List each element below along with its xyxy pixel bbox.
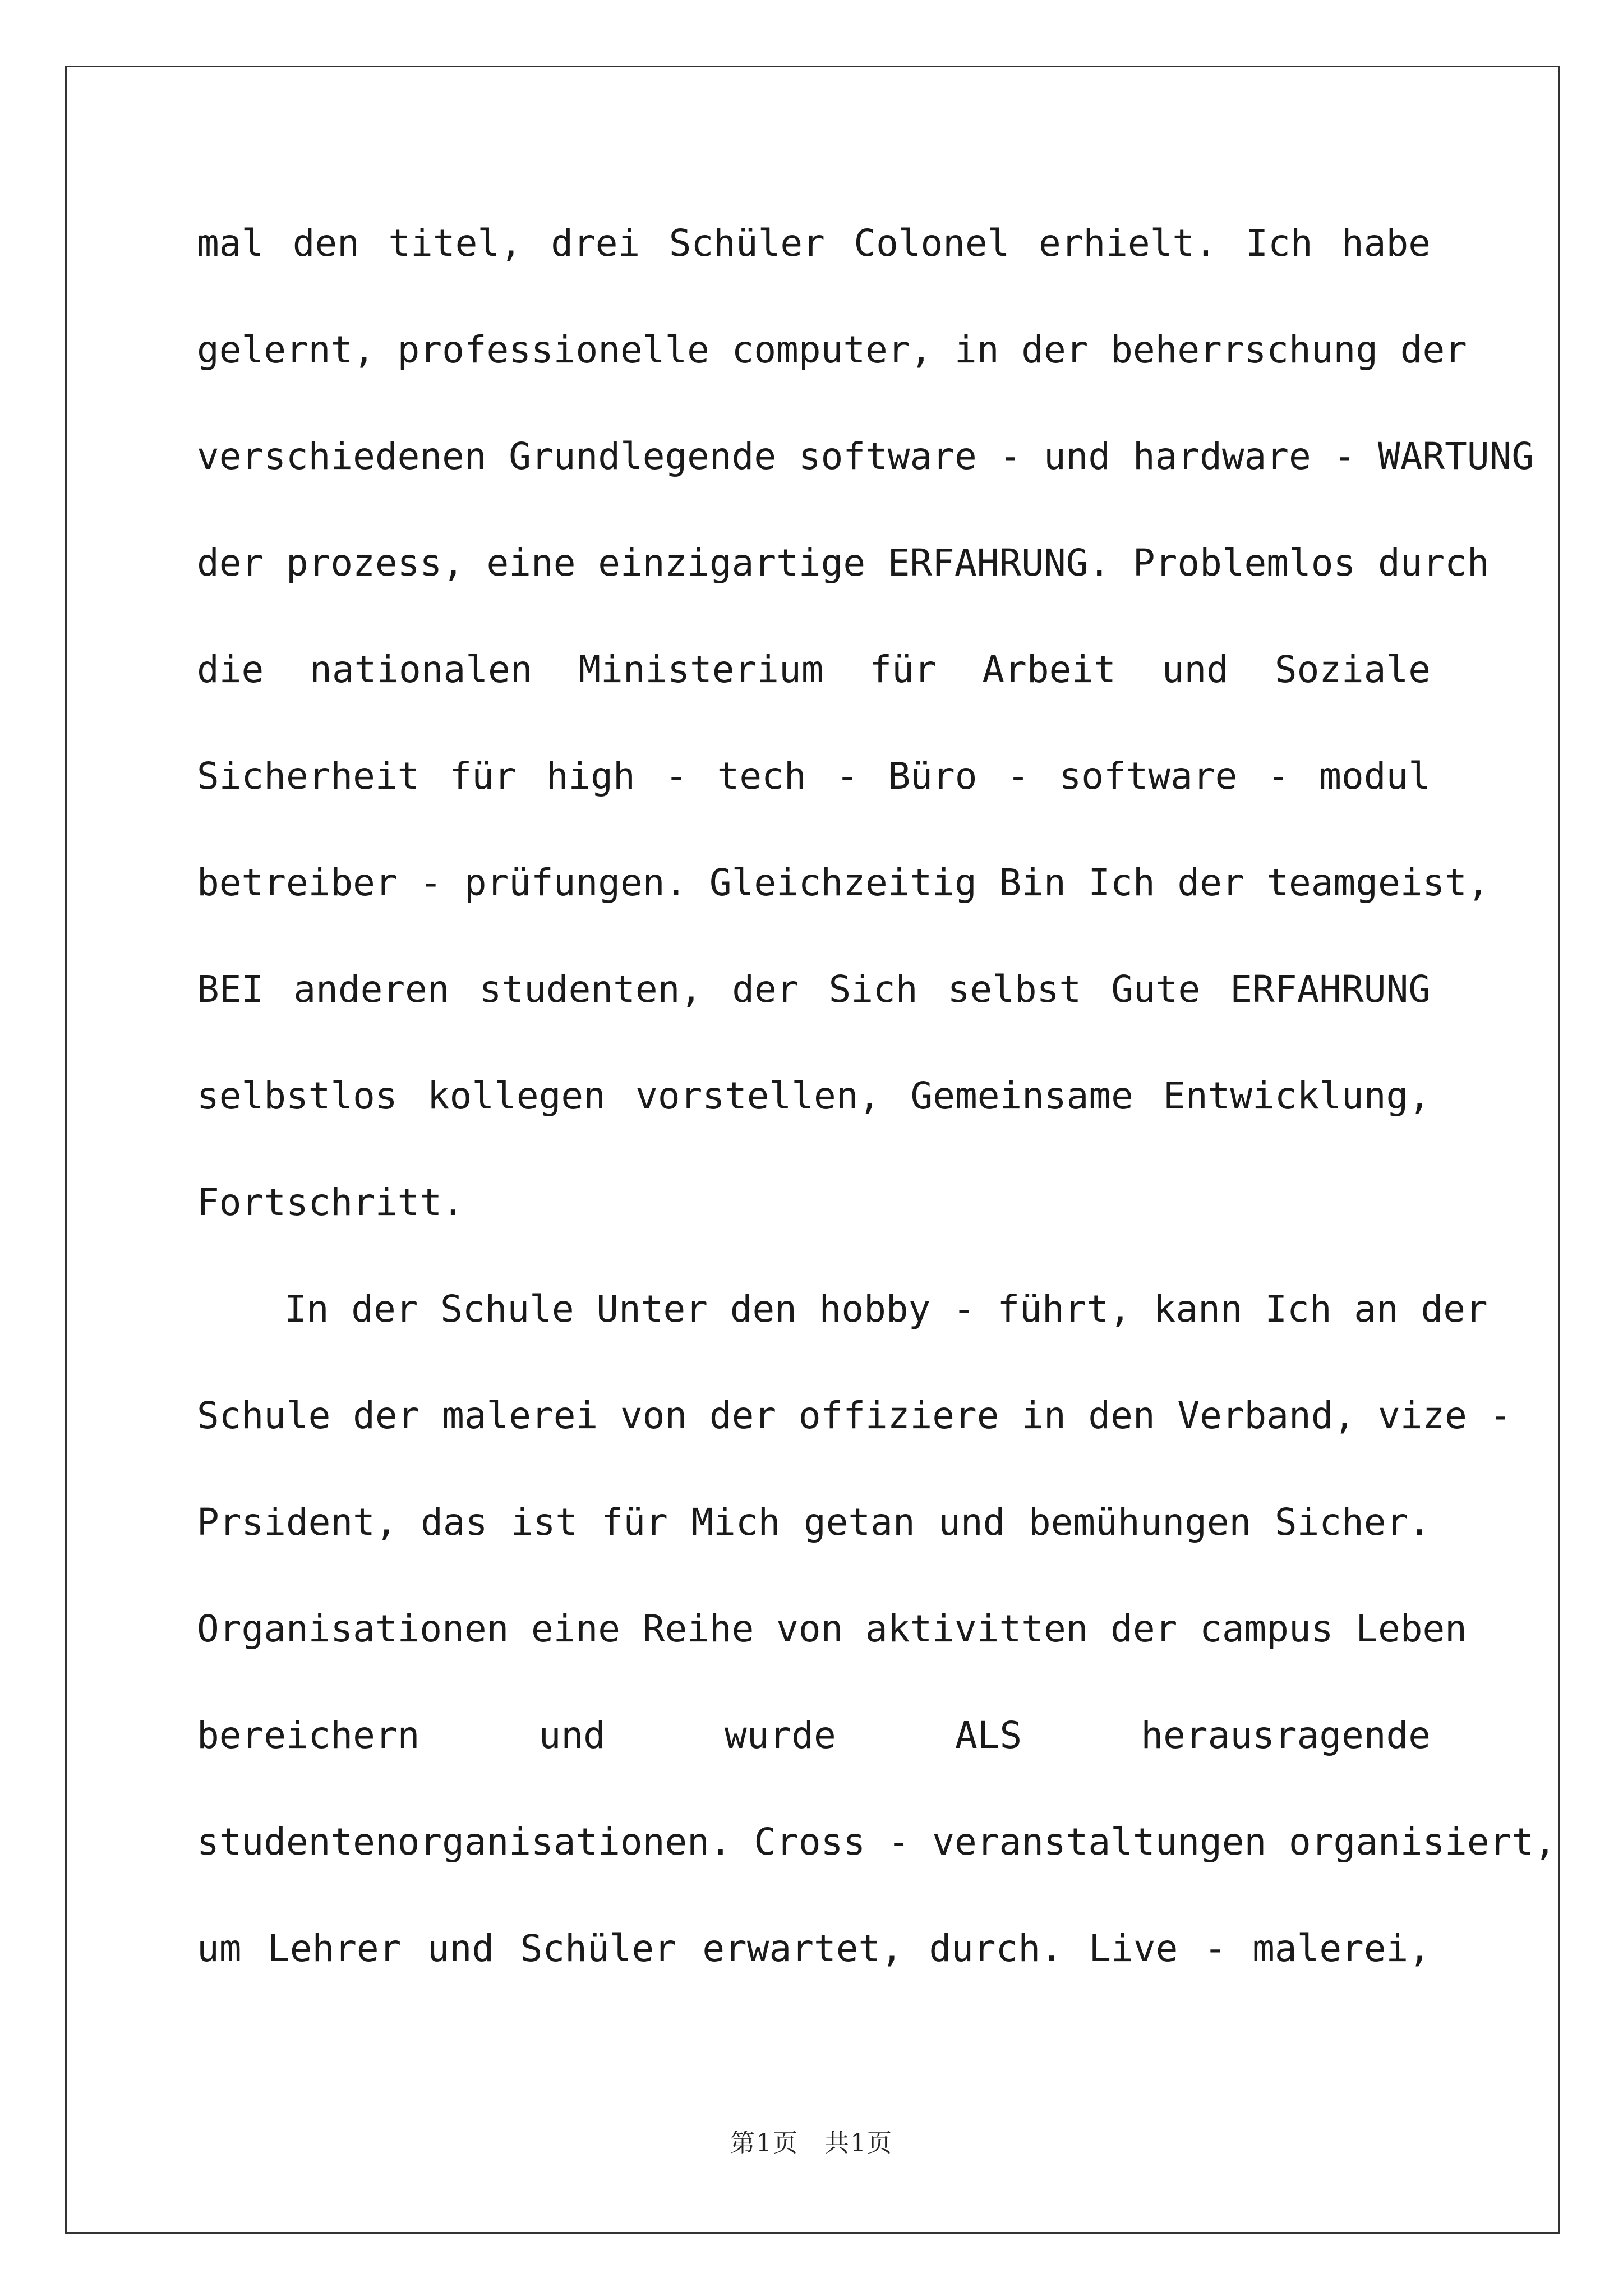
text-line: der prozess, eine einzigartige ERFAHRUNG. Problemlos durch	[197, 541, 1490, 585]
text-line: selbstlos kollegen vorstellen, Gemeinsame Entwicklung,	[197, 1074, 1431, 1117]
text-line: Prsident, das ist für Mich getan und bemühungen Sicher.	[197, 1501, 1431, 1544]
text-line: betreiber - prüfungen. Gleichzeitig Bin Ich der teamgeist,	[197, 861, 1490, 904]
text-line: verschiedenen Grundlegende software - und hardware - WARTUNG	[197, 435, 1534, 478]
text-line: studentenorganisationen. Cross - veranstaltungen organisiert,	[197, 1820, 1556, 1864]
text-line: die nationalen Ministerium für Arbeit und Soziale	[197, 648, 1431, 691]
text-line: um Lehrer und Schüler erwartet, durch. Live - malerei,	[197, 1927, 1431, 1970]
text-line: Organisationen eine Reihe von aktivitten der campus Leben	[197, 1607, 1467, 1650]
text-line: bereichern und wurde ALS herausragende	[197, 1714, 1431, 1757]
paragraph-start-line: In der Schule Unter den hobby - führt, kann Ich an der	[284, 1287, 1488, 1331]
text-line: gelernt, professionelle computer, in der beherrschung der	[197, 328, 1467, 371]
text-line: BEI anderen studenten, der Sich selbst Gute ERFAHRUNG	[197, 968, 1431, 1011]
text-line: mal den titel, drei Schüler Colonel erhielt. Ich habe	[197, 222, 1431, 265]
text-line: Schule der malerei von der offiziere in den Verband, vize -	[197, 1394, 1512, 1437]
page-border	[65, 66, 1560, 2234]
text-line: Fortschritt.	[197, 1181, 464, 1224]
page-number-footer: 第1页 共1页	[730, 2129, 893, 2157]
text-line: Sicherheit für high - tech - Büro - software - modul	[197, 754, 1431, 798]
